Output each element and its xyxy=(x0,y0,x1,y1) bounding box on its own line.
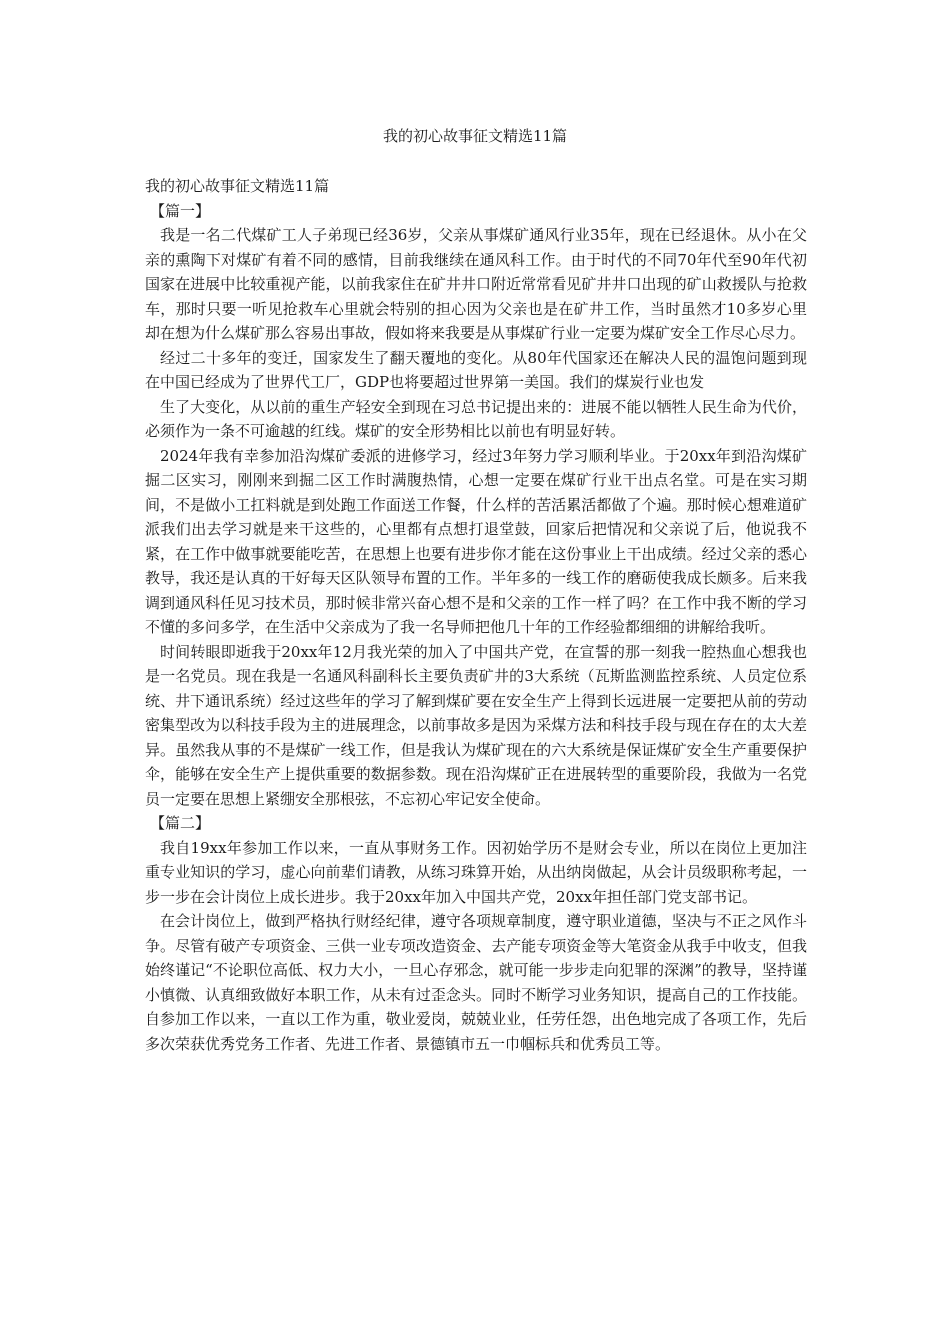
paragraph: 2024年我有幸参加沿沟煤矿委派的进修学习，经过3年努力学习顺利毕业。于20xx年到沿沟煤矿掘二区实习，刚刚来到掘二区工作时满腹热情，心想一定要在煤矿行业干出点名堂。可是在实习期间，不是做小工扛料就是到处跑工作面送工作餐，什么样的苦活累活都做了个遍。那时候心想难道矿派我们出去学习就是来干这些的，心里都有点想打退堂鼓，回家后把情况和父亲说了后，他说我不紧，在工作中做事就要能吃苦，在思想上也要有进步你才能在这份事业上干出成绩。经过父亲的悉心教导，我还是认真的干好每天区队领导布置的工作。半年多的一线工作的磨砺使我成长颇多。后来我调到通风科任见习技术员，那时候非常兴奋心想不是和父亲的工作一样了吗？在工作中我不断的学习不懂的多问多学，在生活中父亲成为了我一名导师把他几十年的工作经验都细细的讲解给我听。 xyxy=(145,446,807,636)
document-title: 我的初心故事征文精选11篇 xyxy=(382,127,568,145)
section-heading-2: 【篇二】 xyxy=(150,814,211,832)
paragraph: 我是一名二代煤矿工人子弟现已经36岁，父亲从事煤矿通风行业35年，现在已经退休。从小在父亲的熏陶下对煤矿有着不同的感情，目前我继续在通风科工作。由于时代的不同70年代至90年代初国家在进展中比较重视产能，以前我家住在矿井井口附近常常看见矿井井口出现的矿山救援队与抢救车，那时只要一听见抢救车心里就会特别的担心因为父亲也是在矿井工作，当时虽然才10多岁心里却在想为什么煤矿那么容易出事故，假如将来我要是从事煤矿行业一定要为煤矿安全工作尽心尽力。 xyxy=(145,226,807,342)
section-heading-1: 【篇一】 xyxy=(150,201,211,220)
document-body xyxy=(145,174,807,1056)
document-subtitle: 我的初心故事征文精选11篇 xyxy=(145,177,330,195)
paragraph: 时间转眼即逝我于20xx年12月我光荣的加入了中国共产党，在宣誓的那一刻我一腔热血心想我也是一名党员。现在我是一名通风科副科长主要负责矿井的3大系统（瓦斯监测监控系统、人员定位系统、井下通讯系统）经过这些年的学习了解到煤矿要在安全生产上得到长远进展一定要把从前的劳动密集型改为以科技手段为主的进展理念，以前事故多是因为采煤方法和科技手段与现在存在的太大差异。虽然我从事的不是煤矿一线工作，但是我认为煤矿现在的六大系统是保证煤矿安全生产重要保护伞，能够在安全生产上提供重要的数据参数。现在沿沟煤矿正在进展转型的重要阶段，我做为一名党员一定要在思想上紧绷安全那根弦，不忘初心牢记安全使命。 xyxy=(145,642,807,808)
paragraph: 经过二十多年的变迁，国家发生了翻天覆地的变化。从80年代国家还在解决人民的温饱问题到现在中国已经成为了世界代工厂，GDP也将要超过世界第一美国。我们的煤炭行业也发 xyxy=(145,348,807,391)
paragraph: 生了大变化，从以前的重生产轻安全到现在习总书记提出来的：进展不能以牺牲人民生命为代价，必须作为一条不可逾越的红线。煤矿的安全形势相比以前也有明显好转。 xyxy=(145,397,807,440)
paragraph: 在会计岗位上，做到严格执行财经纪律，遵守各项规章制度，遵守职业道德，坚决与不正之风作斗争。尽管有破产专项资金、三供一业专项改造资金、去产能专项资金等大笔资金从我手中收支，但我始终谨记“不论职位高低、权力大小，一旦心存邪念，就可能一步步走向犯罪的深渊”的教导，坚持谨小慎微、认真细致做好本职工作，从未有过歪念头。同时不断学习业务知识，提高自己的工作技能。自参加工作以来，一直以工作为重，敬业爱岗，兢兢业业，任劳任怨，出色地完成了各项工作，先后多次荣获优秀党务工作者、先进工作者、景德镇市五一巾帼标兵和优秀员工等。 xyxy=(145,912,807,1053)
paragraph: 我自19xx年参加工作以来，一直从事财务工作。因初始学历不是财会专业，所以在岗位上更加注重专业知识的学习，虚心向前辈们请教，从练习珠算开始，从出纳岗做起，从会计员级职称考起，一步一步在会计岗位上成长进步。我于20xx年加入中国共产党，20xx年担任部门党支部书记。 xyxy=(145,838,807,906)
